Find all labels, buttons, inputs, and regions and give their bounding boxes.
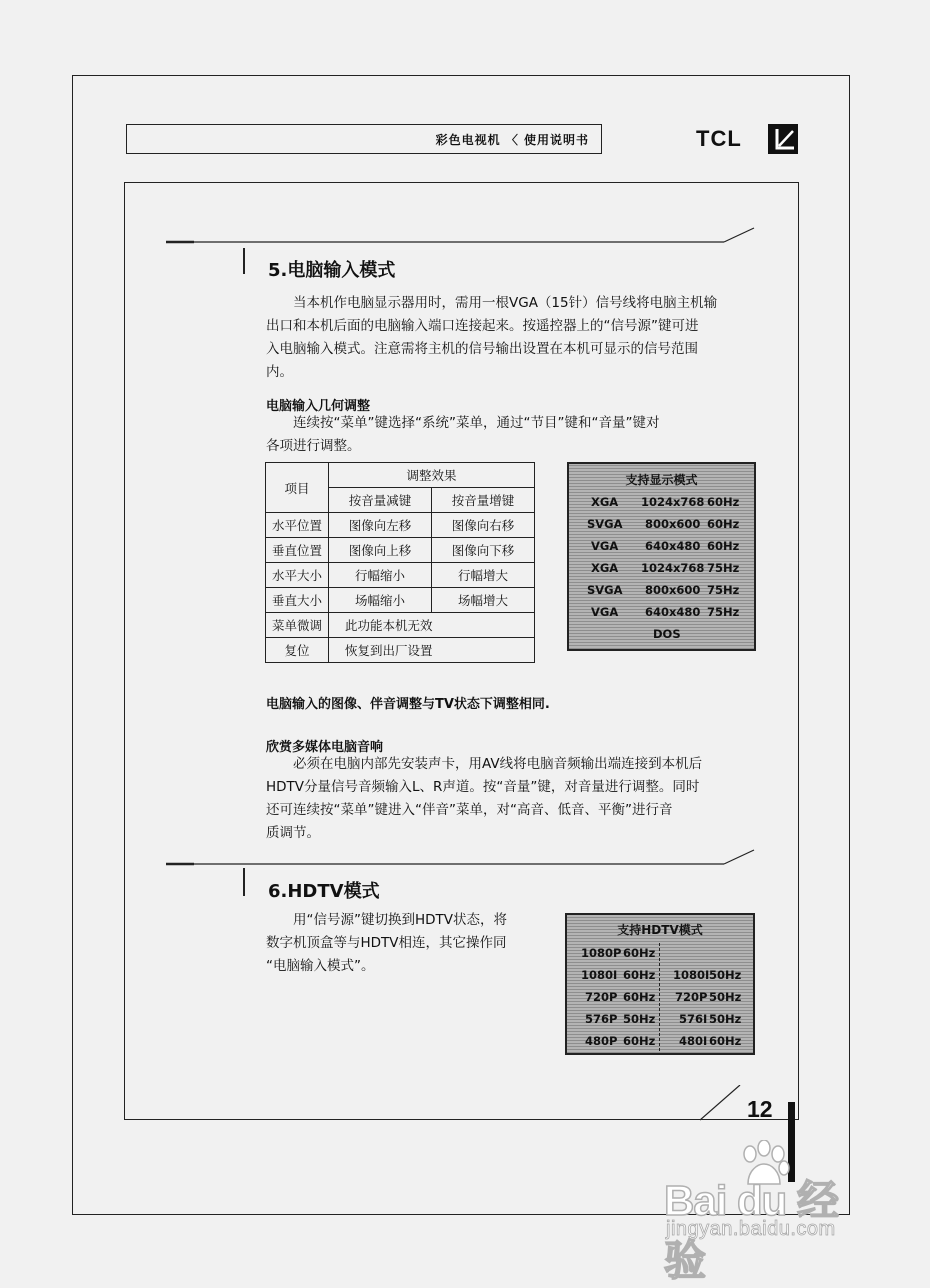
text-line: 连续按“菜单”键选择“系统”菜单，通过“节目”键和“音量”键对 — [266, 415, 660, 431]
display-modes-title: 支持显示模式 — [625, 473, 698, 487]
text-line: 各项进行调整。 — [266, 438, 361, 454]
text-line: 必须在电脑内部先安装声卡，用AV线将电脑音频输出端连接到本机后 — [266, 756, 703, 772]
mode-cell: 60Hz — [623, 1034, 656, 1048]
table-cell: 恢复到出厂设置 — [329, 638, 535, 663]
mode-cell: 50Hz — [623, 1012, 656, 1026]
table-cell: 行幅增大 — [432, 563, 535, 588]
page-corner-line — [700, 1085, 750, 1125]
table-cell: 复位 — [266, 638, 329, 663]
table-header-plus: 按音量增键 — [432, 488, 535, 513]
table-cell: 行幅缩小 — [329, 563, 432, 588]
table-cell: 水平位置 — [266, 513, 329, 538]
mode-cell: 640x480 — [645, 539, 701, 553]
table-cell: 图像向上移 — [329, 538, 432, 563]
mode-cell: 60Hz — [623, 990, 656, 1004]
section-5-intro — [266, 292, 758, 384]
text-line: 出口和本机后面的电脑输入端口连接起来。按遥控器上的“信号源”键可进 — [266, 318, 699, 334]
mode-cell: VGA — [591, 539, 619, 553]
mode-cell: 75Hz — [707, 561, 740, 575]
text-line: 数字机顶盒等与HDTV相连，其它操作同 — [266, 935, 507, 951]
mode-cell: 60Hz — [707, 517, 740, 531]
text-line: 当本机作电脑显示器用时，需用一根VGA（15针）信号线将电脑主机输 — [266, 295, 718, 311]
mode-cell: 1024x768 — [641, 495, 705, 509]
mode-cell: DOS — [653, 627, 681, 641]
table-row — [266, 588, 535, 613]
table-row — [266, 538, 535, 563]
table-cell: 此功能本机无效 — [329, 613, 535, 638]
text-line: 用“信号源”键切换到HDTV状态，将 — [266, 912, 508, 928]
table-cell: 水平大小 — [266, 563, 329, 588]
text-line: 质调节。 — [266, 825, 320, 841]
mode-cell: VGA — [591, 605, 619, 619]
text-line: 还可连续按“菜单”键进入“伴音”菜单，对“高音、低音、平衡”进行音 — [266, 802, 673, 818]
mode-cell: 720P — [675, 990, 708, 1004]
table-cell: 垂直位置 — [266, 538, 329, 563]
section-5-rule — [166, 226, 756, 250]
adjustment-table — [265, 462, 535, 663]
mode-cell: 60Hz — [707, 539, 740, 553]
table-cell: 场幅增大 — [432, 588, 535, 613]
mode-cell: 800x600 — [645, 583, 701, 597]
mode-cell: 720P — [585, 990, 618, 1004]
table-cell: 垂直大小 — [266, 588, 329, 613]
mode-cell: 1080P — [581, 946, 622, 960]
table-row — [266, 613, 535, 638]
mode-cell: 480I — [679, 1034, 708, 1048]
mode-cell: 50Hz — [709, 968, 742, 982]
section-6-text — [266, 909, 548, 978]
audio-text — [266, 753, 758, 845]
mode-cell: 576P — [585, 1012, 618, 1026]
mode-cell: SVGA — [587, 583, 623, 597]
table-row — [266, 638, 535, 663]
mode-cell: 60Hz — [707, 495, 740, 509]
watermark-brand: Bai du 经验 — [664, 1177, 839, 1284]
mode-cell: 60Hz — [623, 946, 656, 960]
table-row — [266, 513, 535, 538]
mode-cell: 75Hz — [707, 583, 740, 597]
logo-text: TCL — [696, 126, 742, 151]
mode-cell: 576I — [679, 1012, 708, 1026]
table-cell: 图像向下移 — [432, 538, 535, 563]
mode-cell: 1080I — [673, 968, 710, 982]
section-6-rule — [166, 848, 756, 872]
table-header-effect: 调整效果 — [329, 463, 535, 488]
mode-cell: 800x600 — [645, 517, 701, 531]
mode-cell: SVGA — [587, 517, 623, 531]
mode-cell: 50Hz — [709, 1012, 742, 1026]
display-modes-box — [567, 462, 756, 651]
text-line: “电脑输入模式”。 — [266, 958, 375, 974]
hdtv-divider — [659, 943, 660, 1051]
mode-cell: 1080I — [581, 968, 618, 982]
baidu-watermark — [664, 1140, 874, 1284]
mode-cell: 640x480 — [645, 605, 701, 619]
table-cell: 场幅缩小 — [329, 588, 432, 613]
section-5-title: 5.电脑输入模式 — [268, 260, 396, 281]
mode-cell: 60Hz — [709, 1034, 742, 1048]
table-cell: 菜单微调 — [266, 613, 329, 638]
header-title: 彩色电视机 〈 使用说明书 — [435, 133, 589, 147]
header-bar — [126, 124, 602, 154]
section-5-tick — [243, 248, 245, 274]
audio-heading: 欣赏多媒体电脑音响 — [266, 740, 384, 755]
section-6-tick — [243, 868, 245, 896]
hdtv-modes-box — [565, 913, 755, 1055]
mode-cell: XGA — [591, 495, 619, 509]
table-row — [266, 563, 535, 588]
page-number: 12 — [747, 1096, 773, 1122]
table-header-item: 项目 — [266, 463, 329, 513]
table-cell: 图像向左移 — [329, 513, 432, 538]
image-note: 电脑输入的图像、伴音调整与TV状态下调整相同. — [266, 697, 550, 712]
mode-cell: 75Hz — [707, 605, 740, 619]
watermark-url: jingyan.baidu.com — [666, 1218, 836, 1240]
mode-cell: 480P — [585, 1034, 618, 1048]
mode-cell: XGA — [591, 561, 619, 575]
tcl-logo — [604, 124, 800, 154]
table-header-minus: 按音量减键 — [329, 488, 432, 513]
mode-cell: 50Hz — [709, 990, 742, 1004]
logo-mark-icon — [768, 124, 798, 154]
table-cell: 图像向右移 — [432, 513, 535, 538]
section-6-title: 6.HDTV模式 — [268, 881, 380, 902]
mode-cell: 60Hz — [623, 968, 656, 982]
geometry-heading: 电脑输入几何调整 — [266, 399, 371, 414]
hdtv-modes-title: 支持HDTV模式 — [617, 923, 703, 937]
text-line: HDTV分量信号音频输入L、R声道。按“音量”键，对音量进行调整。同时 — [266, 779, 700, 795]
mode-cell: 1024x768 — [641, 561, 705, 575]
text-line: 入电脑输入模式。注意需将主机的信号输出设置在本机可显示的信号范围 — [266, 341, 698, 357]
text-line: 内。 — [266, 364, 293, 380]
geometry-text — [266, 412, 758, 458]
